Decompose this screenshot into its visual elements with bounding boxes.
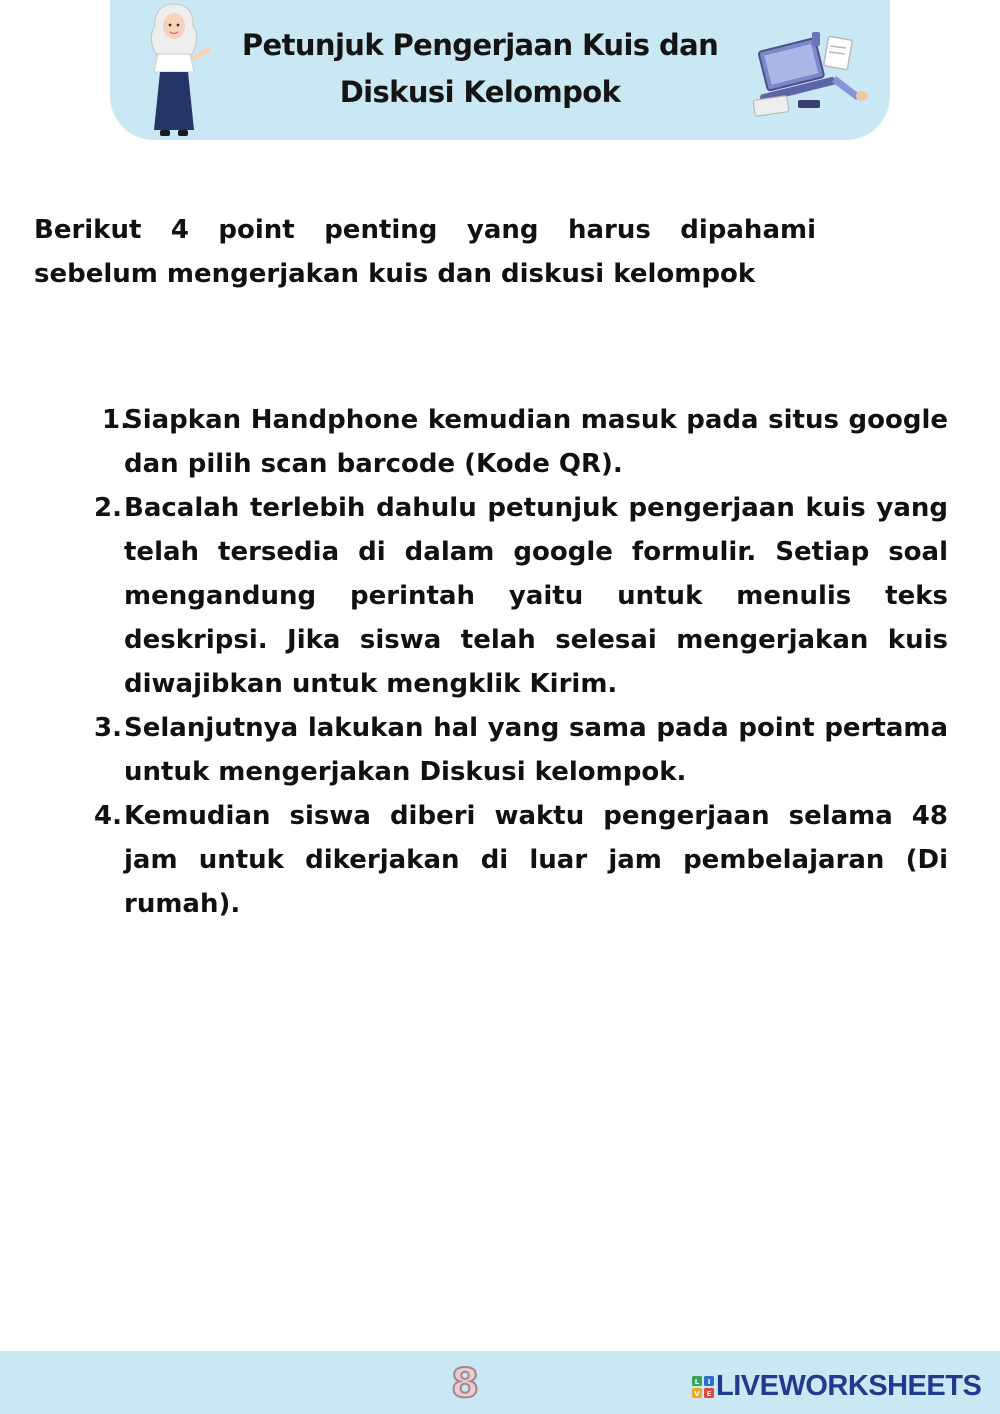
step-text: Kemudian siswa diberi waktu pengerjaan selama 48 jam untuk dikerjakan di luar jam pembelajaran (Di rumah). [124,801,948,919]
list-item [94,486,948,706]
laptop-desk-illustration [752,30,876,122]
list-item [94,794,948,926]
page-number: 8 [451,1361,479,1407]
liveworksheets-logo-icon [692,1376,714,1398]
svg-text:L: L [694,1378,700,1386]
step-text: Siapkan Handphone kemudian masuk pada situs google dan pilih scan barcode (Kode QR). [124,405,948,479]
instruction-list [94,398,948,926]
svg-text:I: I [707,1378,711,1386]
intro-paragraph: Berikut 4 point penting yang harus dipahami sebelum mengerjakan kuis dan diskusi kelompok [34,215,816,289]
brand-name: LIVEWORKSHEETS [716,1370,982,1402]
svg-text:V: V [694,1390,700,1398]
list-item [94,706,948,794]
step-number: 1. [102,405,130,435]
step-text: Bacalah terlebih dahulu petunjuk pengerjaan kuis yang telah tersedia di dalam google formulir. Setiap soal mengandung perintah yaitu untuk menulis teks deskripsi. Jika siswa telah selesai mengerjakan kuis diwajibkan untuk mengklik Kirim. [124,493,948,699]
step-number: 3. [94,713,122,743]
page-title: Petunjuk Pengerjaan Kuis dan Diskusi Kelompok [241,28,719,109]
svg-text:E: E [706,1390,712,1398]
step-text: Selanjutnya lakukan hal yang sama pada point pertama untuk mengerjakan Diskusi kelompok. [124,713,948,787]
list-item [94,398,948,486]
step-number: 4. [94,801,122,831]
step-number: 2. [94,493,122,523]
